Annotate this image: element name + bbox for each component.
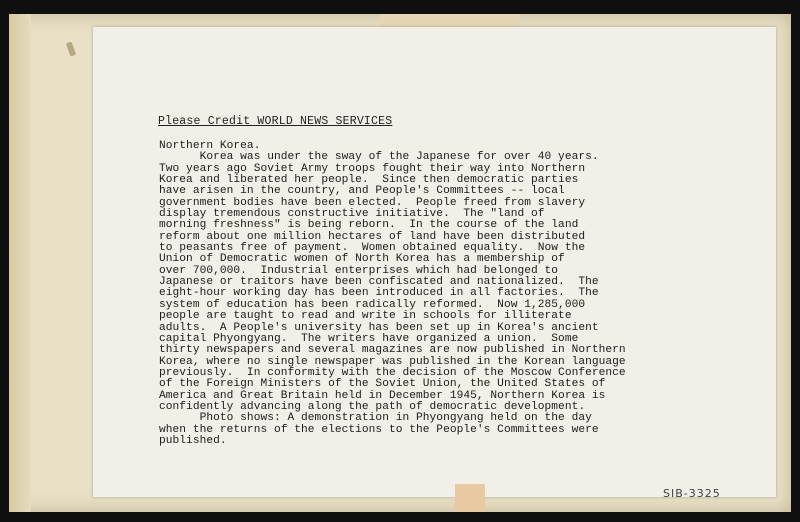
caption-line: Two years ago Soviet Army troops fought their way into Northern — [159, 162, 586, 175]
caption-line: thirty newspapers and several magazines are now published in Northern — [159, 344, 626, 357]
caption-line: Korea and liberated her people. Since then democratic parties — [159, 174, 579, 187]
caption-line: system of education has been radically reformed. Now 1,285,000 — [159, 298, 586, 311]
caption-line: people are taught to read and write in schools for illiterate — [159, 310, 572, 323]
caption-line: of the Foreign Ministers of the Soviet Union, the United States of — [159, 378, 606, 391]
caption-line: reform about one million hectares of land have been distributed — [159, 230, 586, 243]
caption-line: government bodies have been elected. People freed from slavery — [159, 196, 586, 209]
caption-line: Japanese or traitors have been confiscated and nationalized. The — [159, 276, 599, 289]
caption-line: capital Phyongyang. The writers have organized a union. Some — [159, 332, 579, 345]
caption-line: confidently advancing along the path of democratic development. — [159, 400, 586, 413]
caption-line: Korea, where no single newspaper was published in the Korean language — [159, 355, 626, 368]
tape-strip-bottom — [455, 484, 485, 512]
mount-left-edge — [9, 14, 31, 512]
caption-line: have arisen in the country, and People's Committees -- local — [159, 185, 565, 198]
archive-number: SIB-3325 — [663, 487, 721, 500]
caption-line: morning freshness" is being reborn. In the course of the land — [159, 219, 579, 232]
caption-line: Union of Democratic women of North Korea has a membership of — [159, 253, 565, 266]
caption-line: Korea was under the sway of the Japanese for over 40 years. — [159, 151, 599, 164]
caption-line: published. — [159, 434, 227, 447]
caption-line: adults. A People's university has been set up in Korea's ancient — [159, 321, 599, 334]
caption-text — [159, 141, 659, 447]
credit-line: Please Credit WORLD NEWS SERVICES — [158, 115, 393, 128]
caption-line: eight-hour working day has been introduced in all factories. The — [159, 287, 599, 300]
caption-line: when the returns of the elections to the People's Committees were — [159, 423, 599, 436]
caption-line: Photo shows: A demonstration in Phyongyang held on the day — [159, 412, 592, 425]
caption-line: previously. In conformity with the decision of the Moscow Conference — [159, 366, 626, 379]
caption-line: over 700,000. Industrial enterprises which had belonged to — [159, 264, 559, 277]
caption-line: Northern Korea. — [159, 140, 261, 152]
caption-line: display tremendous constructive initiative. The "land of — [159, 208, 545, 221]
caption-line: America and Great Britain held in December 1945, Northern Korea is — [159, 389, 606, 402]
caption-line: to peasants free of payment. Women obtained equality. Now the — [159, 242, 586, 255]
